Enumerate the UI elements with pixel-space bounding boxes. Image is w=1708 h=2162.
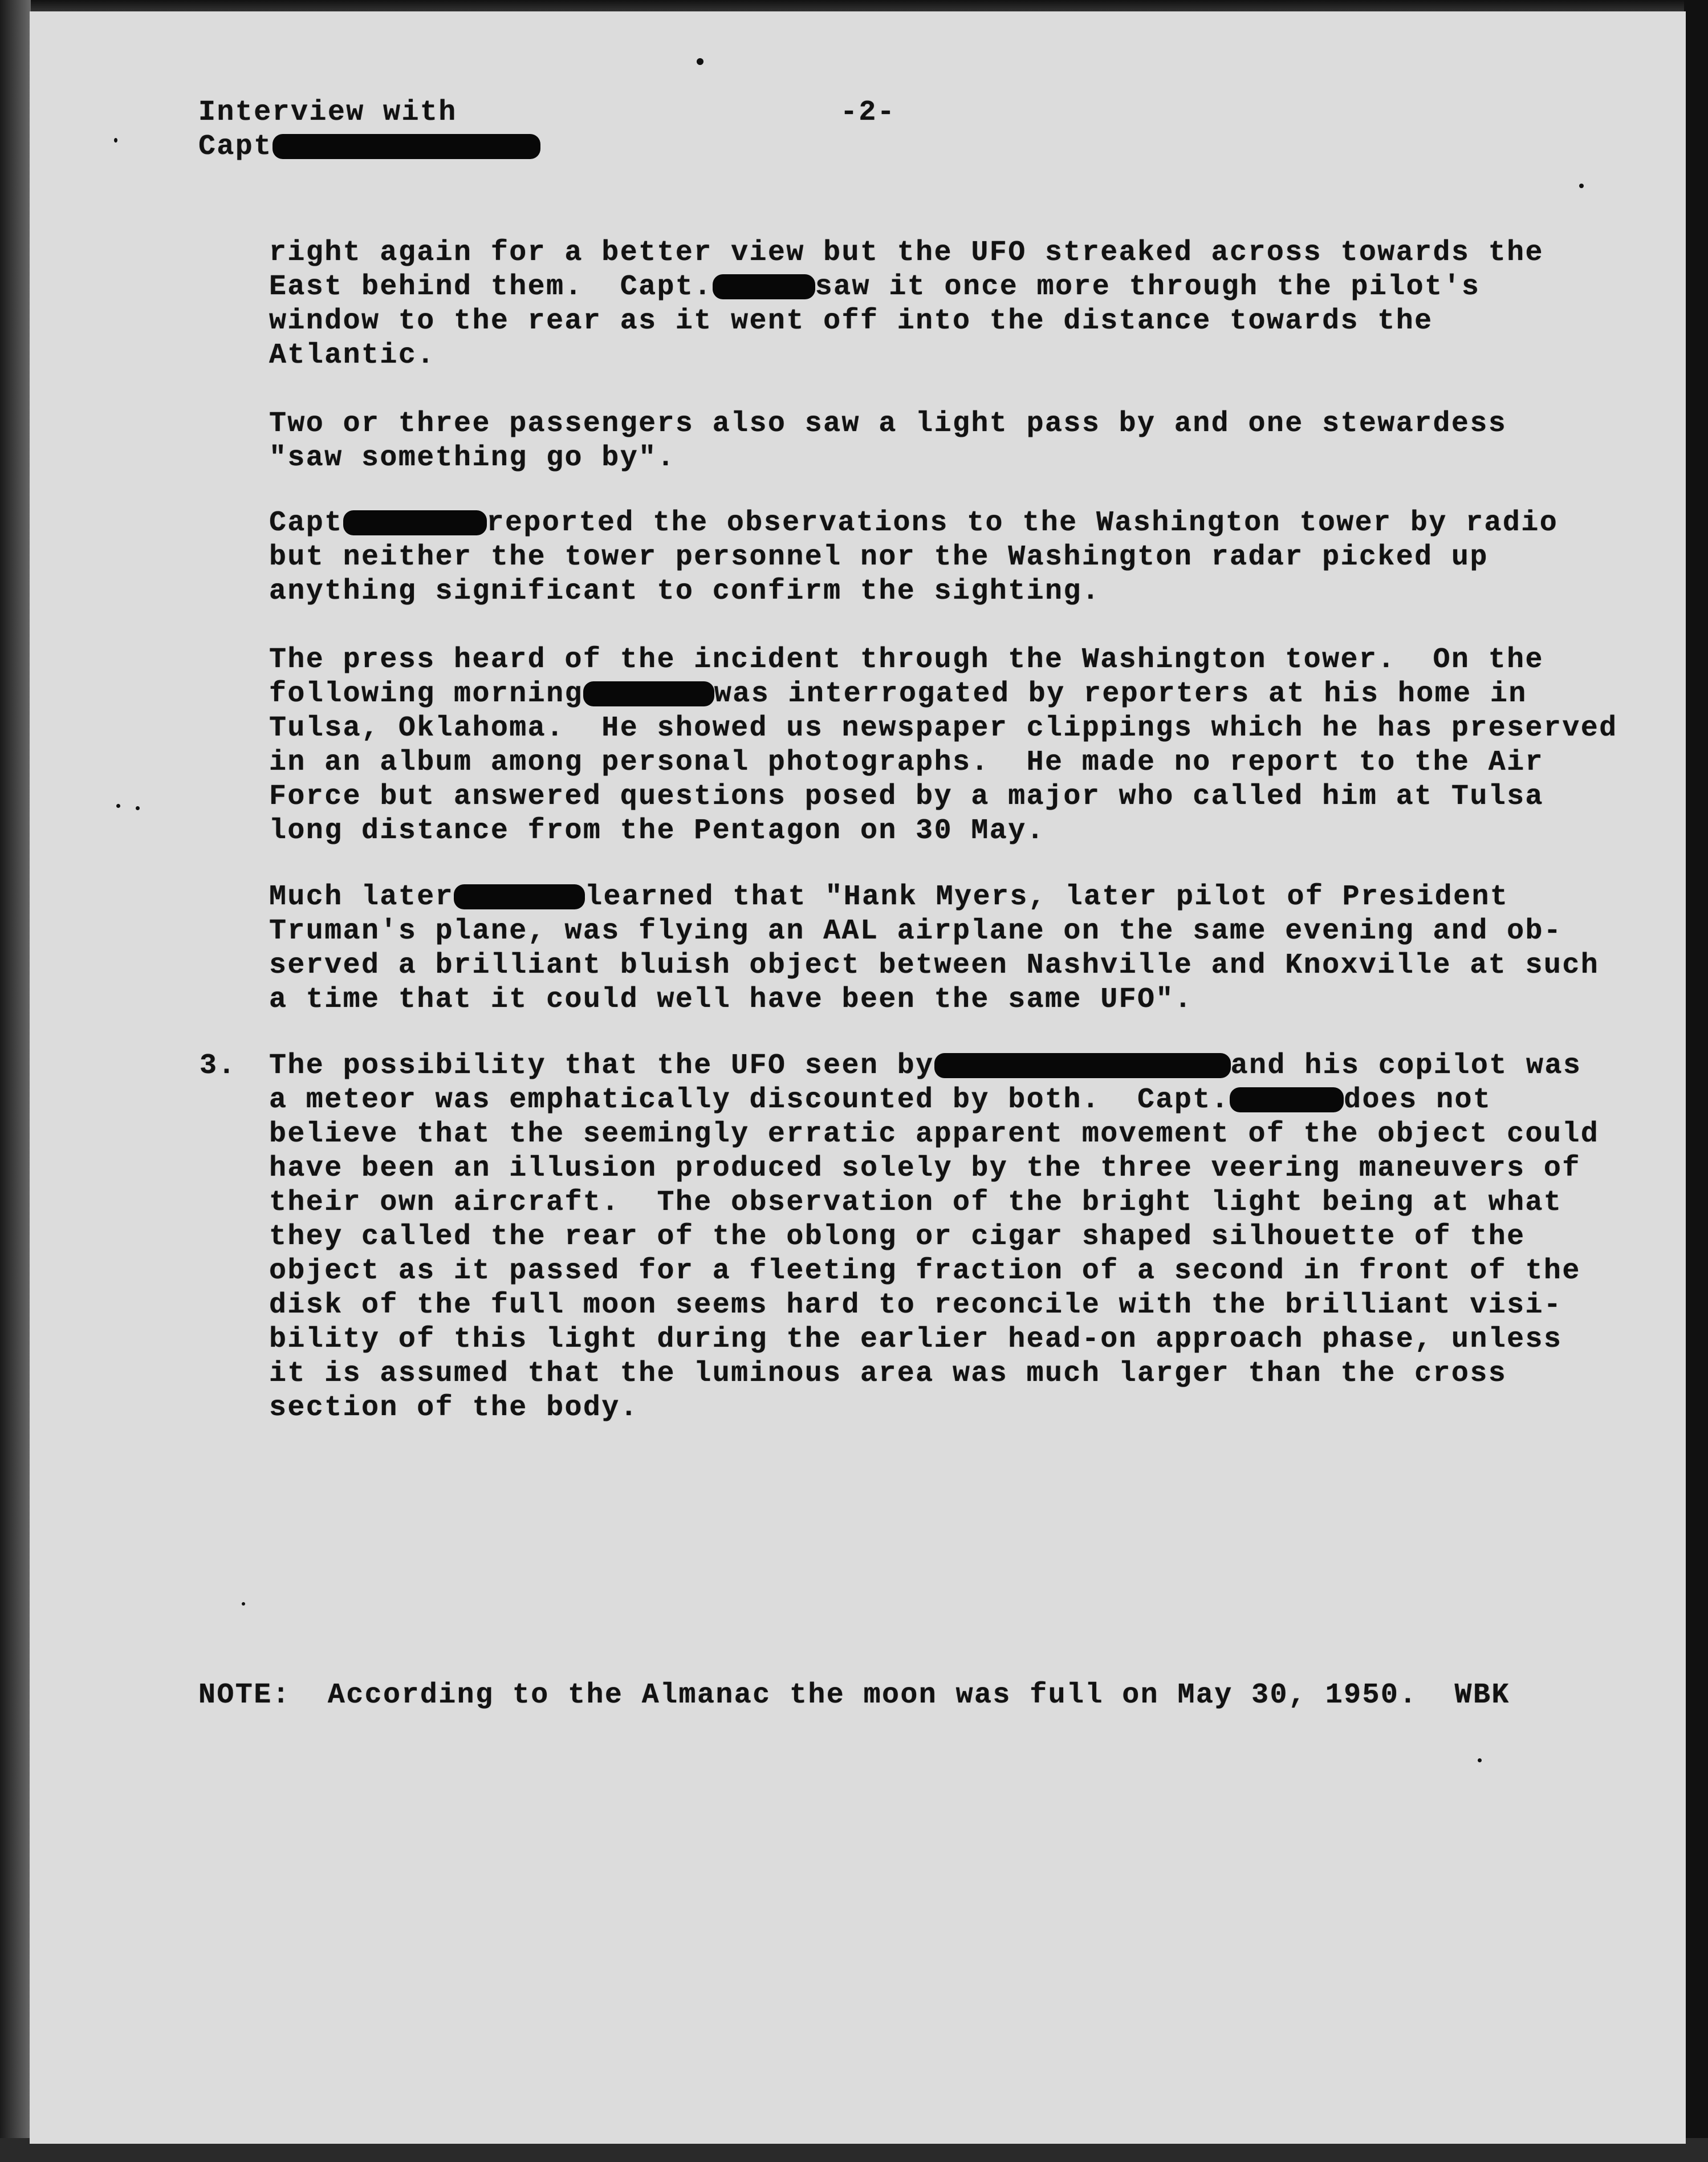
text-line: served a brilliant bluish object between Nashville and Knoxville at such [269,949,1600,982]
redaction-mark [454,884,585,909]
text-line: East behind them. Capt. [269,271,713,303]
text-line: object as it passed for a fleeting fraction of a second in front of the [269,1255,1581,1287]
note-label: NOTE: [198,1679,291,1712]
text-line: does not [1344,1084,1492,1116]
text-line: The possibility that the UFO seen by [269,1050,934,1082]
text-line: "saw something go by". [269,442,676,474]
text-line: learned that "Hank Myers, later pilot of President [585,881,1509,913]
document-page [30,11,1686,2144]
text-line: and his copilot was [1230,1050,1582,1082]
text-line: their own aircraft. The observation of the bright light being at what [269,1186,1563,1219]
text-line: Capt [269,507,343,539]
scan-speck [1579,184,1584,188]
redaction-mark [343,510,487,535]
scan-speck [136,806,140,810]
text-line: Tulsa, Oklahoma. He showed us newspaper clippings which he has preserved [269,712,1618,745]
text-line: section of the body. [269,1392,639,1424]
text-line: in an album among personal photographs. He made no report to the Air [269,746,1544,779]
text-line: bility of this light during the earlier head-on approach phase, unless [269,1323,1563,1356]
text-line: but neither the tower personnel nor the Washington radar picked up [269,541,1489,574]
text-line: anything significant to confirm the sighting. [269,575,1101,608]
note-line [198,1679,1510,1713]
film-edge-right [1684,0,1708,2162]
paragraph-5 [269,880,1599,1017]
text-line: The press heard of the incident through the Washington tower. On the [269,644,1544,676]
film-edge-left [0,0,31,2162]
scan-speck [1478,1758,1482,1762]
text-line: Force but answered questions posed by a major who called him at Tulsa [269,781,1544,813]
text-line: it is assumed that the luminous area was much larger than the cross [269,1358,1507,1390]
redaction-mark [934,1053,1231,1078]
text-line: Much later [269,881,454,913]
text-line: disk of the full moon seems hard to reconcile with the brilliant visi- [269,1289,1563,1322]
header-block [198,96,540,164]
redaction-mark [713,274,815,299]
text-line: believe that the seemingly erratic apparent movement of the object could [269,1118,1600,1151]
text-line: reported the observations to the Washington tower by radio [486,507,1559,539]
text-line: Two or three passengers also saw a light pass by and one stewardess [269,408,1507,440]
header-interview-label: Interview with [198,96,457,129]
note-text: According to the Almanac the moon was full on May 30, 1950. WBK [291,1679,1510,1712]
text-line: have been an illusion produced solely by the three veering maneuvers of [269,1152,1581,1185]
scan-speck [242,1602,245,1606]
text-line: was interrogated by reporters at his home in [714,678,1527,710]
text-line: they called the rear of the oblong or cigar shaped silhouette of the [269,1221,1526,1253]
text-line: Atlantic. [269,339,436,372]
text-line: long distance from the Pentagon on 30 May. [269,815,1046,847]
text-line: a meteor was emphatically discounted by both. Capt. [269,1084,1230,1116]
scan-speck [114,138,117,143]
redaction-mark [273,134,540,159]
redaction-mark [583,681,714,706]
header-capt-label: Capt [198,131,273,163]
page-number: -2- [840,96,896,129]
text-line: a time that it could well have been the same UFO". [269,984,1193,1016]
text-line: Truman's plane, was flying an AAL airplane on the same evening and ob- [269,915,1563,948]
text-line: following morning [269,678,583,710]
paragraph-6 [269,1049,1599,1425]
text-line: window to the rear as it went off into the distance towards the [269,305,1433,338]
scan-speck [116,804,120,808]
paragraph-2 [269,407,1507,476]
scan-speck [697,58,703,65]
item-number: 3. [200,1050,237,1082]
text-line: right again for a better view but the UFO streaked across towards the [269,237,1544,269]
text-line: saw it once more through the pilot's [815,271,1481,303]
paragraph-4 [269,643,1618,848]
redaction-mark [1230,1087,1344,1112]
paragraph-3 [269,506,1558,609]
paragraph-1 [269,236,1544,373]
